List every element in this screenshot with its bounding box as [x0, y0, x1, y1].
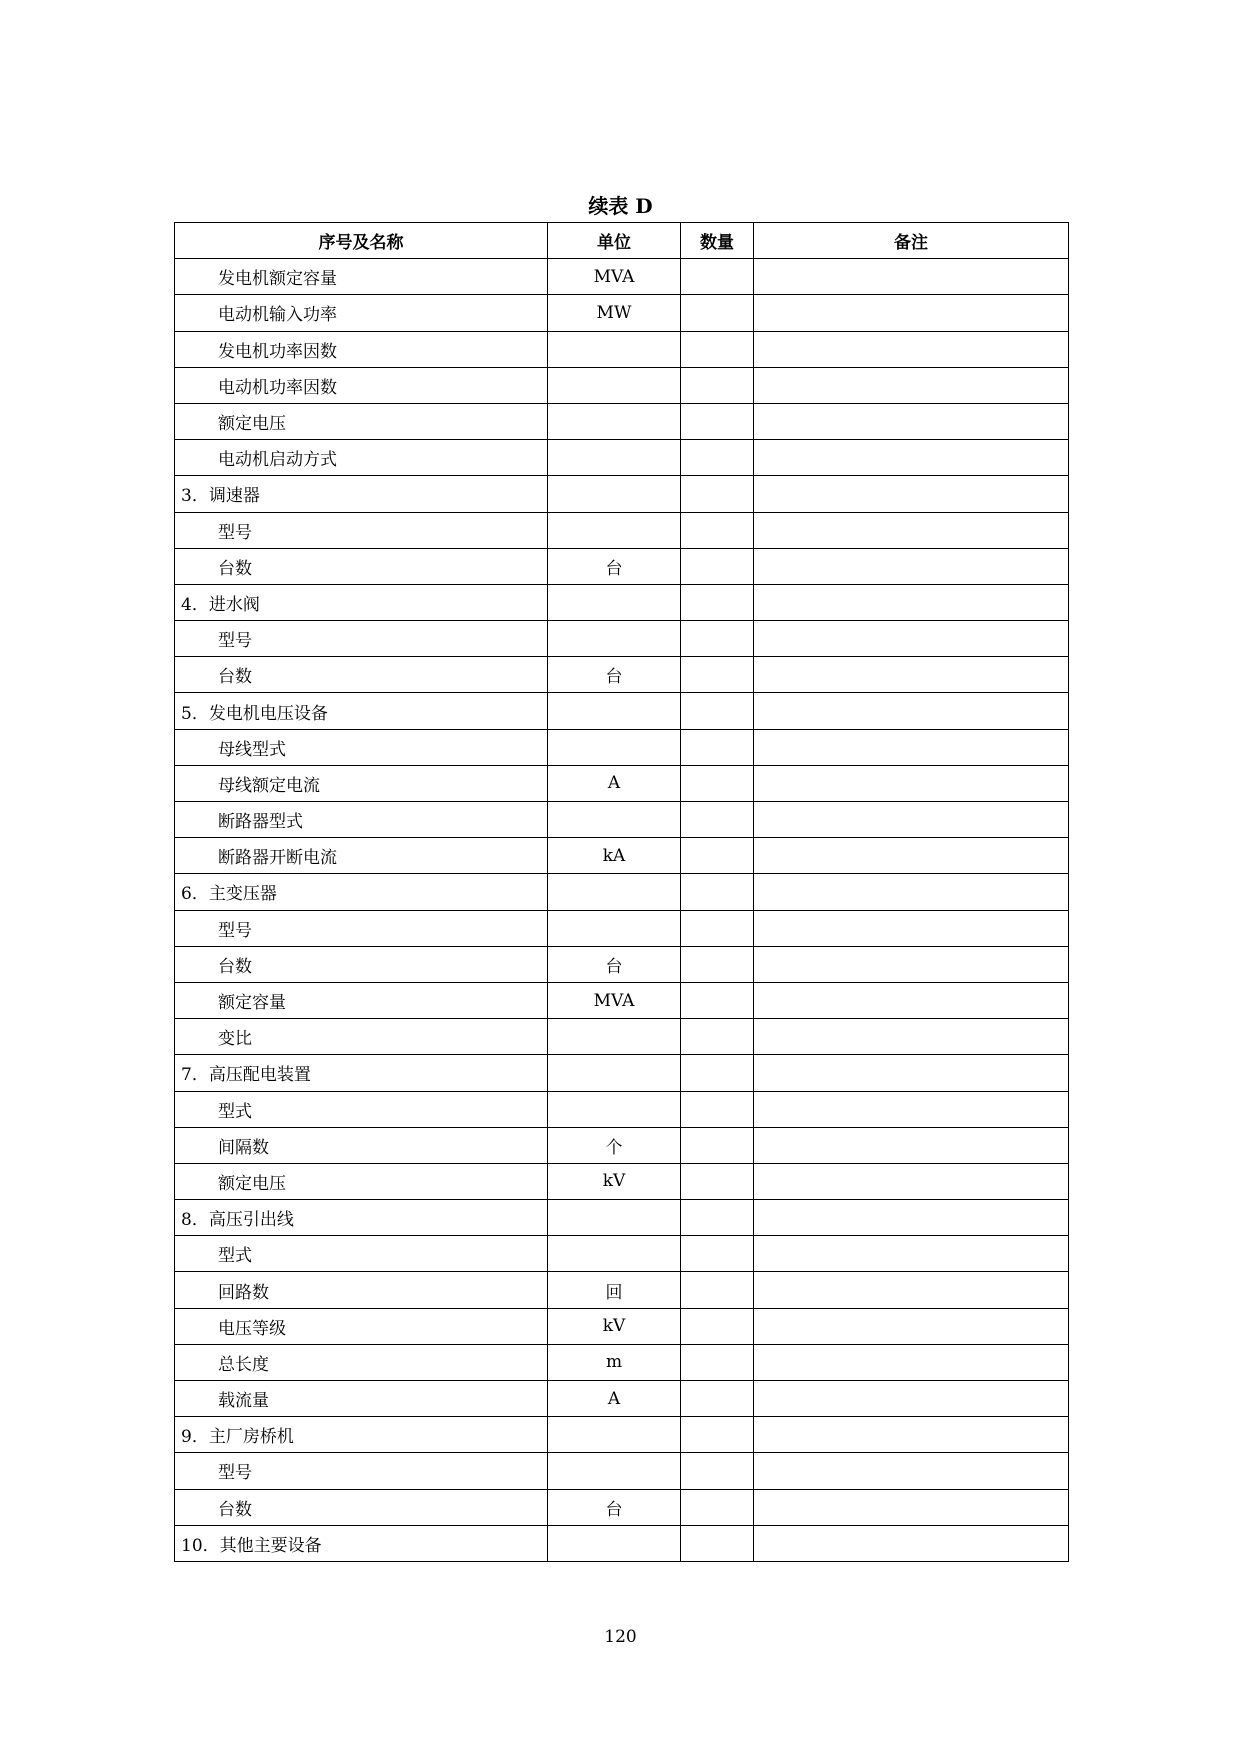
quantity-cell	[681, 1525, 754, 1561]
header-remarks: 备注	[754, 223, 1069, 259]
item-name-cell: 回路数	[175, 1272, 548, 1308]
item-name-cell: 断路器开断电流	[175, 838, 548, 874]
unit-cell	[548, 1236, 681, 1272]
quantity-cell	[681, 548, 754, 584]
unit-cell	[548, 874, 681, 910]
table-row	[175, 548, 1069, 584]
table-row	[175, 982, 1069, 1018]
quantity-cell	[681, 1163, 754, 1199]
remarks-cell	[754, 910, 1069, 946]
table-row	[175, 1453, 1069, 1489]
table-row	[175, 1163, 1069, 1199]
header-quantity: 数量	[681, 223, 754, 259]
quantity-cell	[681, 1236, 754, 1272]
item-name-cell: 台数	[175, 946, 548, 982]
table-row	[175, 1272, 1069, 1308]
remarks-cell	[754, 1489, 1069, 1525]
unit-cell	[548, 802, 681, 838]
remarks-cell	[754, 1236, 1069, 1272]
table-header-row	[175, 223, 1069, 259]
item-name-cell: 间隔数	[175, 1127, 548, 1163]
section-heading-cell: 5．发电机电压设备	[175, 693, 548, 729]
table-row	[175, 1489, 1069, 1525]
remarks-cell	[754, 802, 1069, 838]
quantity-cell	[681, 693, 754, 729]
unit-cell: A	[548, 765, 681, 801]
quantity-cell	[681, 1127, 754, 1163]
table-row	[175, 295, 1069, 331]
remarks-cell	[754, 874, 1069, 910]
table-body	[175, 259, 1069, 1562]
quantity-cell	[681, 982, 754, 1018]
remarks-cell	[754, 1019, 1069, 1055]
section-heading-cell: 4．进水阀	[175, 584, 548, 620]
quantity-cell	[681, 729, 754, 765]
unit-cell: 台	[548, 548, 681, 584]
table-row	[175, 1525, 1069, 1561]
table-row	[175, 259, 1069, 295]
table-row	[175, 802, 1069, 838]
unit-cell: 台	[548, 1489, 681, 1525]
remarks-cell	[754, 693, 1069, 729]
item-name-cell: 型号	[175, 512, 548, 548]
unit-cell: kA	[548, 838, 681, 874]
unit-cell	[548, 331, 681, 367]
unit-cell	[548, 1019, 681, 1055]
table-row	[175, 403, 1069, 439]
table-row	[175, 1019, 1069, 1055]
section-heading-cell: 10．其他主要设备	[175, 1525, 548, 1561]
quantity-cell	[681, 1091, 754, 1127]
item-name-cell: 型号	[175, 910, 548, 946]
unit-cell: A	[548, 1381, 681, 1417]
item-name-cell: 额定电压	[175, 1163, 548, 1199]
item-name-cell: 载流量	[175, 1381, 548, 1417]
item-name-cell: 电动机功率因数	[175, 367, 548, 403]
remarks-cell	[754, 982, 1069, 1018]
remarks-cell	[754, 367, 1069, 403]
remarks-cell	[754, 1055, 1069, 1091]
quantity-cell	[681, 838, 754, 874]
table-row	[175, 512, 1069, 548]
remarks-cell	[754, 259, 1069, 295]
table-row	[175, 1344, 1069, 1380]
unit-cell: MW	[548, 295, 681, 331]
unit-cell: 台	[548, 946, 681, 982]
unit-cell	[548, 910, 681, 946]
item-name-cell: 母线额定电流	[175, 765, 548, 801]
unit-cell	[548, 440, 681, 476]
quantity-cell	[681, 512, 754, 548]
section-heading-cell: 9．主厂房桥机	[175, 1417, 548, 1453]
quantity-cell	[681, 403, 754, 439]
quantity-cell	[681, 946, 754, 982]
unit-cell	[548, 584, 681, 620]
item-name-cell: 台数	[175, 1489, 548, 1525]
quantity-cell	[681, 765, 754, 801]
table-row	[175, 693, 1069, 729]
remarks-cell	[754, 1344, 1069, 1380]
quantity-cell	[681, 621, 754, 657]
unit-cell	[548, 1453, 681, 1489]
table-row	[175, 874, 1069, 910]
table-row	[175, 765, 1069, 801]
quantity-cell	[681, 1381, 754, 1417]
quantity-cell	[681, 910, 754, 946]
quantity-cell	[681, 1019, 754, 1055]
remarks-cell	[754, 331, 1069, 367]
remarks-cell	[754, 1127, 1069, 1163]
quantity-cell	[681, 476, 754, 512]
unit-cell: 个	[548, 1127, 681, 1163]
table-row	[175, 838, 1069, 874]
remarks-cell	[754, 838, 1069, 874]
item-name-cell: 型号	[175, 1453, 548, 1489]
table-row	[175, 476, 1069, 512]
quantity-cell	[681, 1055, 754, 1091]
item-name-cell: 变比	[175, 1019, 548, 1055]
remarks-cell	[754, 1525, 1069, 1561]
section-heading-cell: 7．高压配电装置	[175, 1055, 548, 1091]
table-row	[175, 331, 1069, 367]
quantity-cell	[681, 440, 754, 476]
unit-cell: 回	[548, 1272, 681, 1308]
unit-cell	[548, 693, 681, 729]
item-name-cell: 断路器型式	[175, 802, 548, 838]
remarks-cell	[754, 1417, 1069, 1453]
unit-cell	[548, 1055, 681, 1091]
remarks-cell	[754, 729, 1069, 765]
unit-cell: 台	[548, 657, 681, 693]
item-name-cell: 总长度	[175, 1344, 548, 1380]
quantity-cell	[681, 1344, 754, 1380]
header-unit: 单位	[548, 223, 681, 259]
quantity-cell	[681, 295, 754, 331]
item-name-cell: 额定电压	[175, 403, 548, 439]
quantity-cell	[681, 1489, 754, 1525]
unit-cell	[548, 403, 681, 439]
quantity-cell	[681, 1200, 754, 1236]
remarks-cell	[754, 1200, 1069, 1236]
quantity-cell	[681, 802, 754, 838]
remarks-cell	[754, 1163, 1069, 1199]
quantity-cell	[681, 584, 754, 620]
unit-cell: MVA	[548, 259, 681, 295]
quantity-cell	[681, 259, 754, 295]
table-row	[175, 440, 1069, 476]
quantity-cell	[681, 1272, 754, 1308]
item-name-cell: 型式	[175, 1091, 548, 1127]
item-name-cell: 发电机额定容量	[175, 259, 548, 295]
table-row	[175, 367, 1069, 403]
table-row	[175, 1381, 1069, 1417]
remarks-cell	[754, 1308, 1069, 1344]
quantity-cell	[681, 657, 754, 693]
unit-cell: MVA	[548, 982, 681, 1018]
remarks-cell	[754, 1453, 1069, 1489]
quantity-cell	[681, 874, 754, 910]
item-name-cell: 发电机功率因数	[175, 331, 548, 367]
remarks-cell	[754, 765, 1069, 801]
unit-cell: kV	[548, 1163, 681, 1199]
quantity-cell	[681, 331, 754, 367]
unit-cell	[548, 1091, 681, 1127]
section-heading-cell: 6．主变压器	[175, 874, 548, 910]
table-row	[175, 1308, 1069, 1344]
item-name-cell: 额定容量	[175, 982, 548, 1018]
unit-cell: m	[548, 1344, 681, 1380]
unit-cell	[548, 729, 681, 765]
unit-cell	[548, 476, 681, 512]
item-name-cell: 型号	[175, 621, 548, 657]
remarks-cell	[754, 548, 1069, 584]
unit-cell: kV	[548, 1308, 681, 1344]
item-name-cell: 电压等级	[175, 1308, 548, 1344]
page-number: 120	[604, 1627, 637, 1647]
unit-cell	[548, 512, 681, 548]
remarks-cell	[754, 403, 1069, 439]
unit-cell	[548, 1525, 681, 1561]
remarks-cell	[754, 440, 1069, 476]
remarks-cell	[754, 1381, 1069, 1417]
table-row	[175, 1091, 1069, 1127]
unit-cell	[548, 621, 681, 657]
section-heading-cell: 8．高压引出线	[175, 1200, 548, 1236]
quantity-cell	[681, 1417, 754, 1453]
table-row	[175, 946, 1069, 982]
item-name-cell: 电动机输入功率	[175, 295, 548, 331]
remarks-cell	[754, 657, 1069, 693]
unit-cell	[548, 367, 681, 403]
remarks-cell	[754, 476, 1069, 512]
table-row	[175, 1127, 1069, 1163]
table-row	[175, 621, 1069, 657]
quantity-cell	[681, 367, 754, 403]
table-row	[175, 657, 1069, 693]
table-row	[175, 910, 1069, 946]
unit-cell	[548, 1200, 681, 1236]
table-row	[175, 1055, 1069, 1091]
item-name-cell: 台数	[175, 548, 548, 584]
item-name-cell: 母线型式	[175, 729, 548, 765]
remarks-cell	[754, 1272, 1069, 1308]
item-name-cell: 台数	[175, 657, 548, 693]
table-row	[175, 1236, 1069, 1272]
item-name-cell: 电动机启动方式	[175, 440, 548, 476]
table-row	[175, 1417, 1069, 1453]
remarks-cell	[754, 584, 1069, 620]
table-title: 续表 D	[588, 194, 653, 218]
remarks-cell	[754, 295, 1069, 331]
quantity-cell	[681, 1308, 754, 1344]
quantity-cell	[681, 1453, 754, 1489]
unit-cell	[548, 1417, 681, 1453]
remarks-cell	[754, 946, 1069, 982]
remarks-cell	[754, 621, 1069, 657]
remarks-cell	[754, 512, 1069, 548]
item-name-cell: 型式	[175, 1236, 548, 1272]
section-heading-cell: 3．调速器	[175, 476, 548, 512]
equipment-table	[174, 222, 1069, 1562]
table-row	[175, 584, 1069, 620]
header-name: 序号及名称	[175, 223, 548, 259]
table-row	[175, 1200, 1069, 1236]
remarks-cell	[754, 1091, 1069, 1127]
table-row	[175, 729, 1069, 765]
